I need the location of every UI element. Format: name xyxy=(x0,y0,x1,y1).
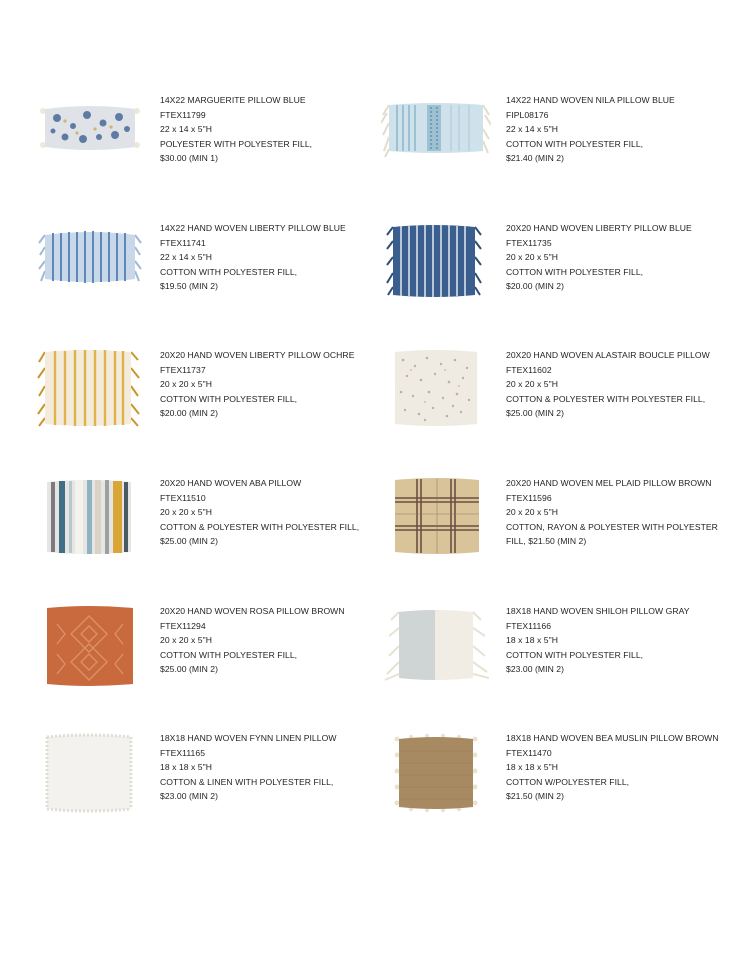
pillow-liberty-ochre-image xyxy=(35,348,145,448)
product-material: COTTON WITH POLYESTER FILL, xyxy=(506,649,644,660)
product-title: 14X22 HAND WOVEN LIBERTY PILLOW BLUE xyxy=(160,223,346,233)
product-sku: FTEX11166 xyxy=(506,620,552,631)
product-price: $21.50 (MIN 2) xyxy=(506,791,565,801)
product-title: 18X18 HAND WOVEN BEA MUSLIN PILLOW BROWN xyxy=(506,733,719,743)
product-price: $20.00 (MIN 2) xyxy=(506,281,565,291)
product-material: COTTON & LINEN WITH POLYESTER FILL, xyxy=(160,776,334,787)
pillow-aba-image xyxy=(35,476,145,576)
product-material: COTTON WITH POLYESTER FILL, xyxy=(160,266,298,277)
product-dimensions: 20 x 20 x 5"H xyxy=(506,507,558,517)
product-info xyxy=(160,93,390,166)
product-dimensions: 20 x 20 x 5"H xyxy=(160,635,212,645)
product-item xyxy=(35,476,395,586)
product-info xyxy=(160,476,390,549)
product-item xyxy=(35,348,395,458)
product-info xyxy=(506,731,736,804)
product-price: $23.00 (MIN 2) xyxy=(506,664,565,674)
pillow-liberty-blue-lumbar-image xyxy=(35,221,145,321)
product-sku: FTEX11737 xyxy=(160,364,206,375)
product-material: COTTON W/POLYESTER FILL, xyxy=(506,776,630,787)
product-item xyxy=(381,731,738,841)
product-title: 20X20 HAND WOVEN ALASTAIR BOUCLE PILLOW xyxy=(506,350,710,360)
product-dimensions: 20 x 20 x 5"H xyxy=(160,507,212,517)
product-price: $19.50 (MIN 2) xyxy=(160,281,219,291)
product-price: $30.00 (MIN 1) xyxy=(160,153,219,163)
product-info xyxy=(506,93,736,166)
product-sku: FTEX11741 xyxy=(160,237,206,248)
product-info xyxy=(160,604,390,677)
product-info xyxy=(506,476,736,549)
product-dimensions: 20 x 20 x 5"H xyxy=(506,379,558,389)
product-dimensions: 18 x 18 x 5"H xyxy=(506,635,558,645)
pillow-bea-muslin-brown-image xyxy=(381,731,491,831)
product-title: 20X20 HAND WOVEN LIBERTY PILLOW OCHRE xyxy=(160,350,355,360)
product-item xyxy=(35,221,395,331)
product-price: $25.00 (MIN 2) xyxy=(160,664,219,674)
product-dimensions: 22 x 14 x 5"H xyxy=(160,124,212,134)
product-item xyxy=(381,221,738,331)
product-dimensions: 18 x 18 x 5"H xyxy=(506,762,558,772)
product-sku: FTEX11602 xyxy=(506,364,552,375)
product-item xyxy=(35,731,395,841)
product-item xyxy=(381,348,738,458)
product-material: COTTON & POLYESTER WITH POLYESTER FILL, xyxy=(160,521,360,532)
product-title: 18X18 HAND WOVEN SHILOH PILLOW GRAY xyxy=(506,606,690,616)
product-item xyxy=(35,93,395,203)
product-info xyxy=(160,348,390,421)
product-price: $21.40 (MIN 2) xyxy=(506,153,565,163)
pillow-marguerite-blue-image xyxy=(35,93,145,193)
product-sku: FTEX11165 xyxy=(160,747,206,758)
product-sku: FTEX11294 xyxy=(160,620,206,631)
product-price: $20.00 (MIN 2) xyxy=(160,408,219,418)
product-material: COTTON WITH POLYESTER FILL, xyxy=(160,393,298,404)
product-title: 18X18 HAND WOVEN FYNN LINEN PILLOW xyxy=(160,733,337,743)
product-dimensions: 18 x 18 x 5"H xyxy=(160,762,212,772)
product-title: 14X22 MARGUERITE PILLOW BLUE xyxy=(160,95,306,105)
pillow-liberty-blue-square-image xyxy=(381,221,491,321)
pillow-nila-blue-image xyxy=(381,93,491,193)
product-material: COTTON, RAYON & POLYESTER WITH POLYESTER FILL, $21.50 (MIN 2) xyxy=(506,521,718,546)
product-sku: FTEX11470 xyxy=(506,747,552,758)
product-dimensions: 20 x 20 x 5"H xyxy=(160,379,212,389)
product-title: 20X20 HAND WOVEN ABA PILLOW xyxy=(160,478,302,488)
product-material: COTTON WITH POLYESTER FILL, xyxy=(160,649,298,660)
product-info xyxy=(160,731,390,804)
pillow-shiloh-gray-image xyxy=(381,604,491,704)
product-info xyxy=(506,221,736,294)
product-item xyxy=(381,93,738,203)
product-material: COTTON WITH POLYESTER FILL, xyxy=(506,138,644,149)
product-sku: FTEX11799 xyxy=(160,109,206,120)
product-dimensions: 22 x 14 x 5"H xyxy=(160,252,212,262)
product-material: POLYESTER WITH POLYESTER FILL, xyxy=(160,138,313,149)
product-sku: FTEX11510 xyxy=(160,492,206,503)
product-info xyxy=(506,604,736,677)
product-item xyxy=(381,604,738,714)
product-dimensions: 22 x 14 x 5"H xyxy=(506,124,558,134)
product-sku: FIPL08176 xyxy=(506,109,549,120)
product-item xyxy=(35,604,395,714)
product-material: COTTON & POLYESTER WITH POLYESTER FILL, xyxy=(506,393,706,404)
product-price: $25.00 (MIN 2) xyxy=(506,408,565,418)
product-title: 20X20 HAND WOVEN MEL PLAID PILLOW BROWN xyxy=(506,478,712,488)
product-item xyxy=(381,476,738,586)
product-title: 20X20 HAND WOVEN LIBERTY PILLOW BLUE xyxy=(506,223,692,233)
pillow-alastair-boucle-image xyxy=(381,348,491,448)
product-title: 20X20 HAND WOVEN ROSA PILLOW BROWN xyxy=(160,606,345,616)
pillow-rosa-brown-image xyxy=(35,604,145,704)
product-sku: FTEX11735 xyxy=(506,237,552,248)
product-title: 14X22 HAND WOVEN NILA PILLOW BLUE xyxy=(506,95,675,105)
product-sku: FTEX11596 xyxy=(506,492,552,503)
product-info xyxy=(506,348,736,421)
pillow-mel-plaid-brown-image xyxy=(381,476,491,576)
product-dimensions: 20 x 20 x 5"H xyxy=(506,252,558,262)
product-material: COTTON WITH POLYESTER FILL, xyxy=(506,266,644,277)
product-info xyxy=(160,221,390,294)
pillow-fynn-linen-image xyxy=(35,731,145,831)
product-price: $25.00 (MIN 2) xyxy=(160,536,219,546)
product-price: $23.00 (MIN 2) xyxy=(160,791,219,801)
